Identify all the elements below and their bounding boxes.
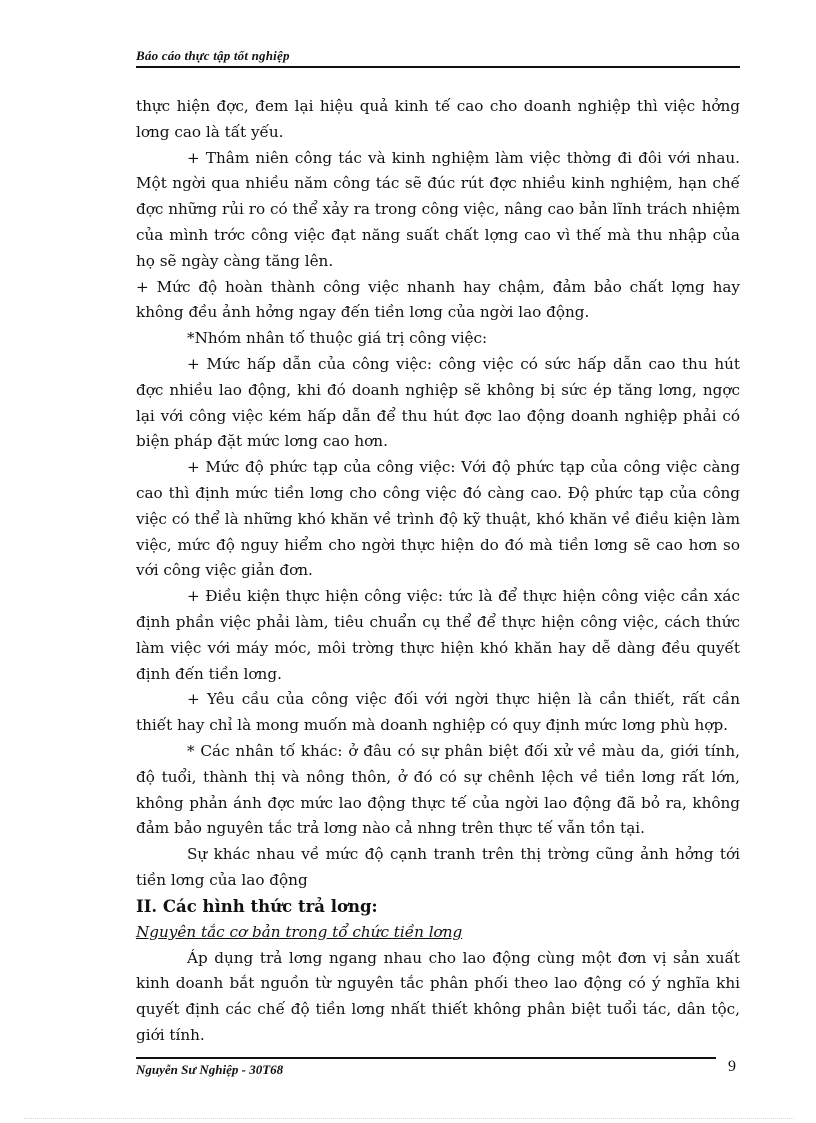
footer-author: Nguyễn Sư Nghiệp - 30T68 bbox=[136, 1062, 284, 1077]
page-header bbox=[136, 48, 740, 68]
page-edge-divider bbox=[24, 1118, 794, 1119]
paragraph-continuation: thực hiện đợc, đem lại hiệu quả kinh tế cao cho doanh nghiệp thì việc hởng lơng cao là tất yếu. bbox=[136, 97, 740, 141]
section-subheading: Nguyên tắc cơ bản trong tổ chức tiền lơng bbox=[136, 922, 463, 941]
paragraph-completion-level: + Mức độ hoàn thành công việc nhanh hay chậm, đảm bảo chất lợng hay không đều ảnh hởng ngay đến tiền lơng của ngời lao động. bbox=[136, 277, 740, 322]
paragraph-seniority: + Thâm niên công tác và kinh nghiệm làm việc thờng đi đôi với nhau. Một ngời qua nhiều năm công tác sẽ đúc rút đợc nhiều kinh nghiệm, hạn chế đợc những rủi ro có thể xảy ra trong công việc, nâng cao bản lĩnh trách nhiệm của mình trớc công việc đạt năng suất chất lợng cao vì thế mà thu nhập của họ sẽ ngày càng tăng lên. bbox=[136, 148, 740, 270]
paragraph-working-conditions: + Điều kiện thực hiện công việc: tức là để thực hiện công việc cần xác định phần việc phải làm, tiêu chuẩn cụ thể để thực hiện công việc, cách thức làm việc với máy móc, môi trờng thực hiện khó khăn hay dễ dàng đều quyết định đến tiền lơng. bbox=[136, 587, 740, 683]
paragraph-other-factors: * Các nhân tố khác: ở đâu có sự phân biệt đối xử về màu da, giới tính, độ tuổi, thành thị và nông thôn, ở đó có sự chênh lệch về tiền lơng rất lớn, không phản ánh đợc mức lao động thực tế của ngời lao động đã bỏ ra, không đảm bảo nguyên tắc trả lơng nào cả nhng trên thực tế vẫn tồn tại. bbox=[136, 741, 740, 838]
paragraph-competition: Sự khác nhau về mức độ cạnh tranh trên thị trờng cũng ảnh hởng tới tiền lơng của lao động bbox=[136, 845, 740, 889]
document-body bbox=[136, 94, 740, 1049]
section-heading: II. Các hình thức trả lơng: bbox=[136, 896, 378, 916]
paragraph-job-attractiveness: + Mức hấp dẫn của công việc: công việc có sức hấp dẫn cao thu hút đợc nhiều lao động, khi đó doanh nghiệp sẽ không bị sức ép tăng lơng, ngợc lại với công việc kém hấp dẫn để thu hút đợc lao động doanh nghiệp phải có biện pháp đặt mức lơng cao hơn. bbox=[136, 354, 740, 451]
page-number: 9 bbox=[728, 1058, 736, 1075]
paragraph-job-requirements: + Yêu cầu của công việc đối với ngời thực hiện là cần thiết, rất cần thiết hay chỉ là mong muốn mà doanh nghiệp có quy định mức lơng phù hợp. bbox=[136, 690, 740, 735]
header-title: Báo cáo thực tập tốt nghiệp bbox=[136, 48, 290, 63]
paragraph-job-complexity: + Mức độ phức tạp của công việc: Với độ phức tạp của công việc càng cao thì định mức tiền lơng cho công việc đó càng cao. Độ phức tạp của công việc có thể là những khó khăn về trình độ kỹ thuật, khó khăn về điều kiện làm việc, mức độ nguy hiểm cho ngời thực hiện do đó mà tiền lơng sẽ cao hơn so với công việc giản đơn. bbox=[136, 458, 740, 580]
footer-divider bbox=[136, 1057, 716, 1059]
paragraph-job-value-group: *Nhóm nhân tố thuộc giá trị công việc: bbox=[187, 329, 488, 348]
section-body-paragraph: Áp dụng trả lơng ngang nhau cho lao động cùng một đơn vị sản xuất kinh doanh bắt nguồn từ nguyên tắc phân phối theo lao động có ý nghĩa khi quyết định các chế độ tiền lơng nhất thiết không phân biệt tuổi tác, dân tộc, giới tính. bbox=[136, 948, 740, 1044]
